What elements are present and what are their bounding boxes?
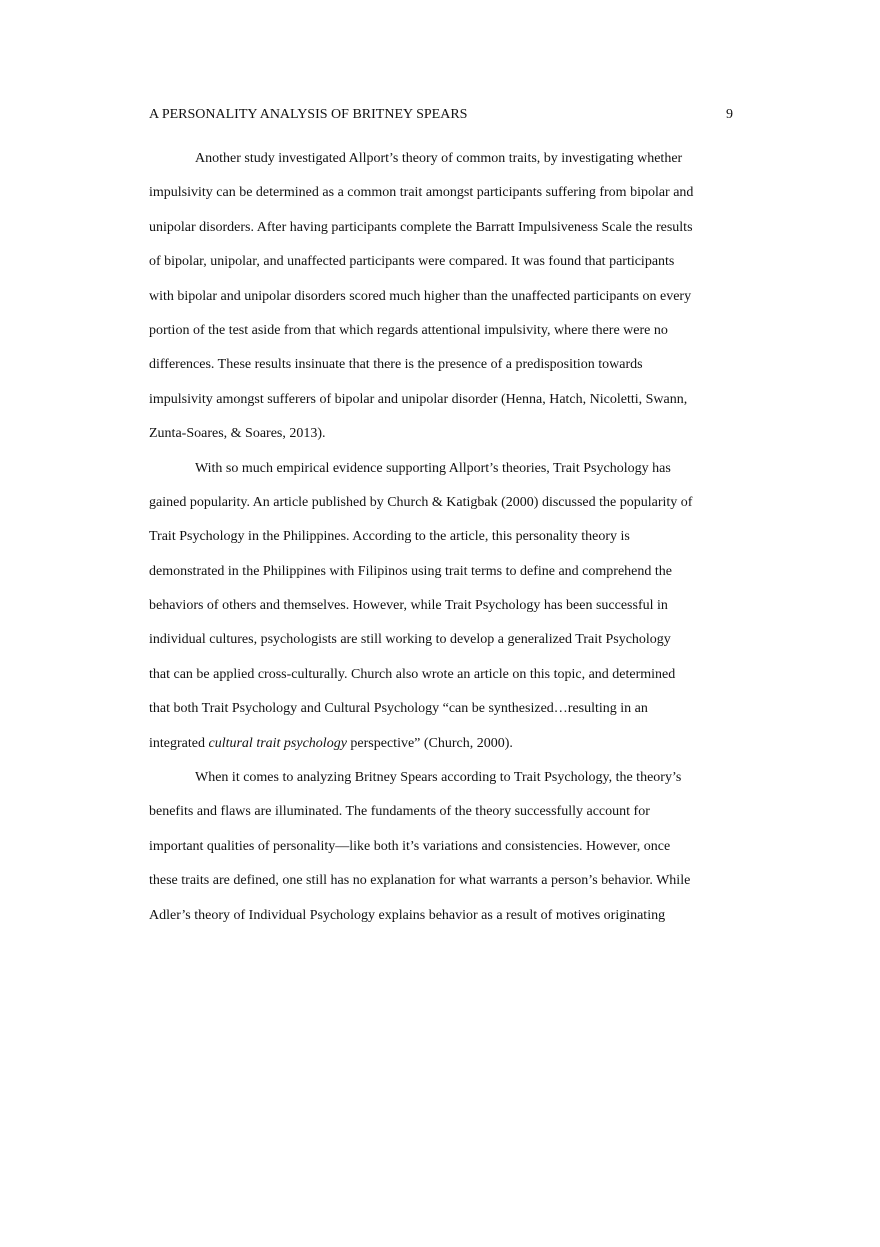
text-line: important qualities of personality—like both it’s variations and consistencies. However, once bbox=[149, 838, 671, 854]
text-line: demonstrated in the Philippines with Filipinos using trait terms to define and comprehend the bbox=[149, 563, 672, 579]
text-line: behaviors of others and themselves. However, while Trait Psychology has been successful in bbox=[149, 598, 668, 614]
text-line: of bipolar, unipolar, and unaffected participants were compared. It was found that participants bbox=[149, 254, 675, 270]
text-line: these traits are defined, one still has no explanation for what warrants a person’s behavior. While bbox=[149, 873, 691, 889]
running-head bbox=[149, 106, 733, 124]
text-line: that both Trait Psychology and Cultural Psychology “can be synthesized…resulting in an bbox=[149, 701, 648, 717]
text-run: perspective” (Church, 2000). bbox=[346, 735, 513, 751]
text-line: Zunta-Soares, & Soares, 2013). bbox=[149, 426, 326, 442]
text-line: When it comes to analyzing Britney Spears according to Trait Psychology, the theory’s bbox=[195, 770, 682, 786]
text-line: Adler’s theory of Individual Psychology explains behavior as a result of motives originating bbox=[149, 907, 666, 923]
text-line: impulsivity amongst sufferers of bipolar and unipolar disorder (Henna, Hatch, Nicoletti, Swann, bbox=[149, 391, 688, 407]
text-line: With so much empirical evidence supporting Allport’s theories, Trait Psychology has bbox=[195, 460, 671, 476]
text-line: individual cultures, psychologists are still working to develop a generalized Trait Psychology bbox=[149, 632, 671, 648]
italic-term: cultural trait psychology bbox=[208, 735, 347, 751]
text-line: benefits and flaws are illuminated. The fundaments of the theory successfully account for bbox=[149, 804, 650, 820]
text-line: Another study investigated Allport’s theory of common traits, by investigating whether bbox=[195, 151, 683, 166]
text-line: unipolar disorders. After having participants complete the Barratt Impulsiveness Scale the results bbox=[149, 219, 693, 235]
text-line: Trait Psychology in the Philippines. According to the article, this personality theory is bbox=[149, 529, 630, 545]
body-text bbox=[149, 149, 733, 940]
text-line: differences. These results insinuate that there is the presence of a predisposition towards bbox=[149, 357, 643, 373]
text-run: integrated bbox=[149, 735, 209, 751]
text-line: portion of the test aside from that which regards attentional impulsivity, where there were no bbox=[149, 322, 668, 338]
text-line: gained popularity. An article published by Church & Katigbak (2000) discussed the popularity of bbox=[149, 494, 693, 510]
page-number: 9 bbox=[726, 107, 733, 122]
text-line bbox=[149, 734, 733, 768]
text-line: with bipolar and unipolar disorders scored much higher than the unaffected participants on every bbox=[149, 288, 692, 304]
text-line: impulsivity can be determined as a common trait amongst participants suffering from bipolar and bbox=[149, 185, 694, 201]
running-title: A PERSONALITY ANALYSIS OF BRITNEY SPEARS bbox=[149, 107, 468, 122]
text-line: that can be applied cross-culturally. Church also wrote an article on this topic, and determined bbox=[149, 666, 676, 682]
